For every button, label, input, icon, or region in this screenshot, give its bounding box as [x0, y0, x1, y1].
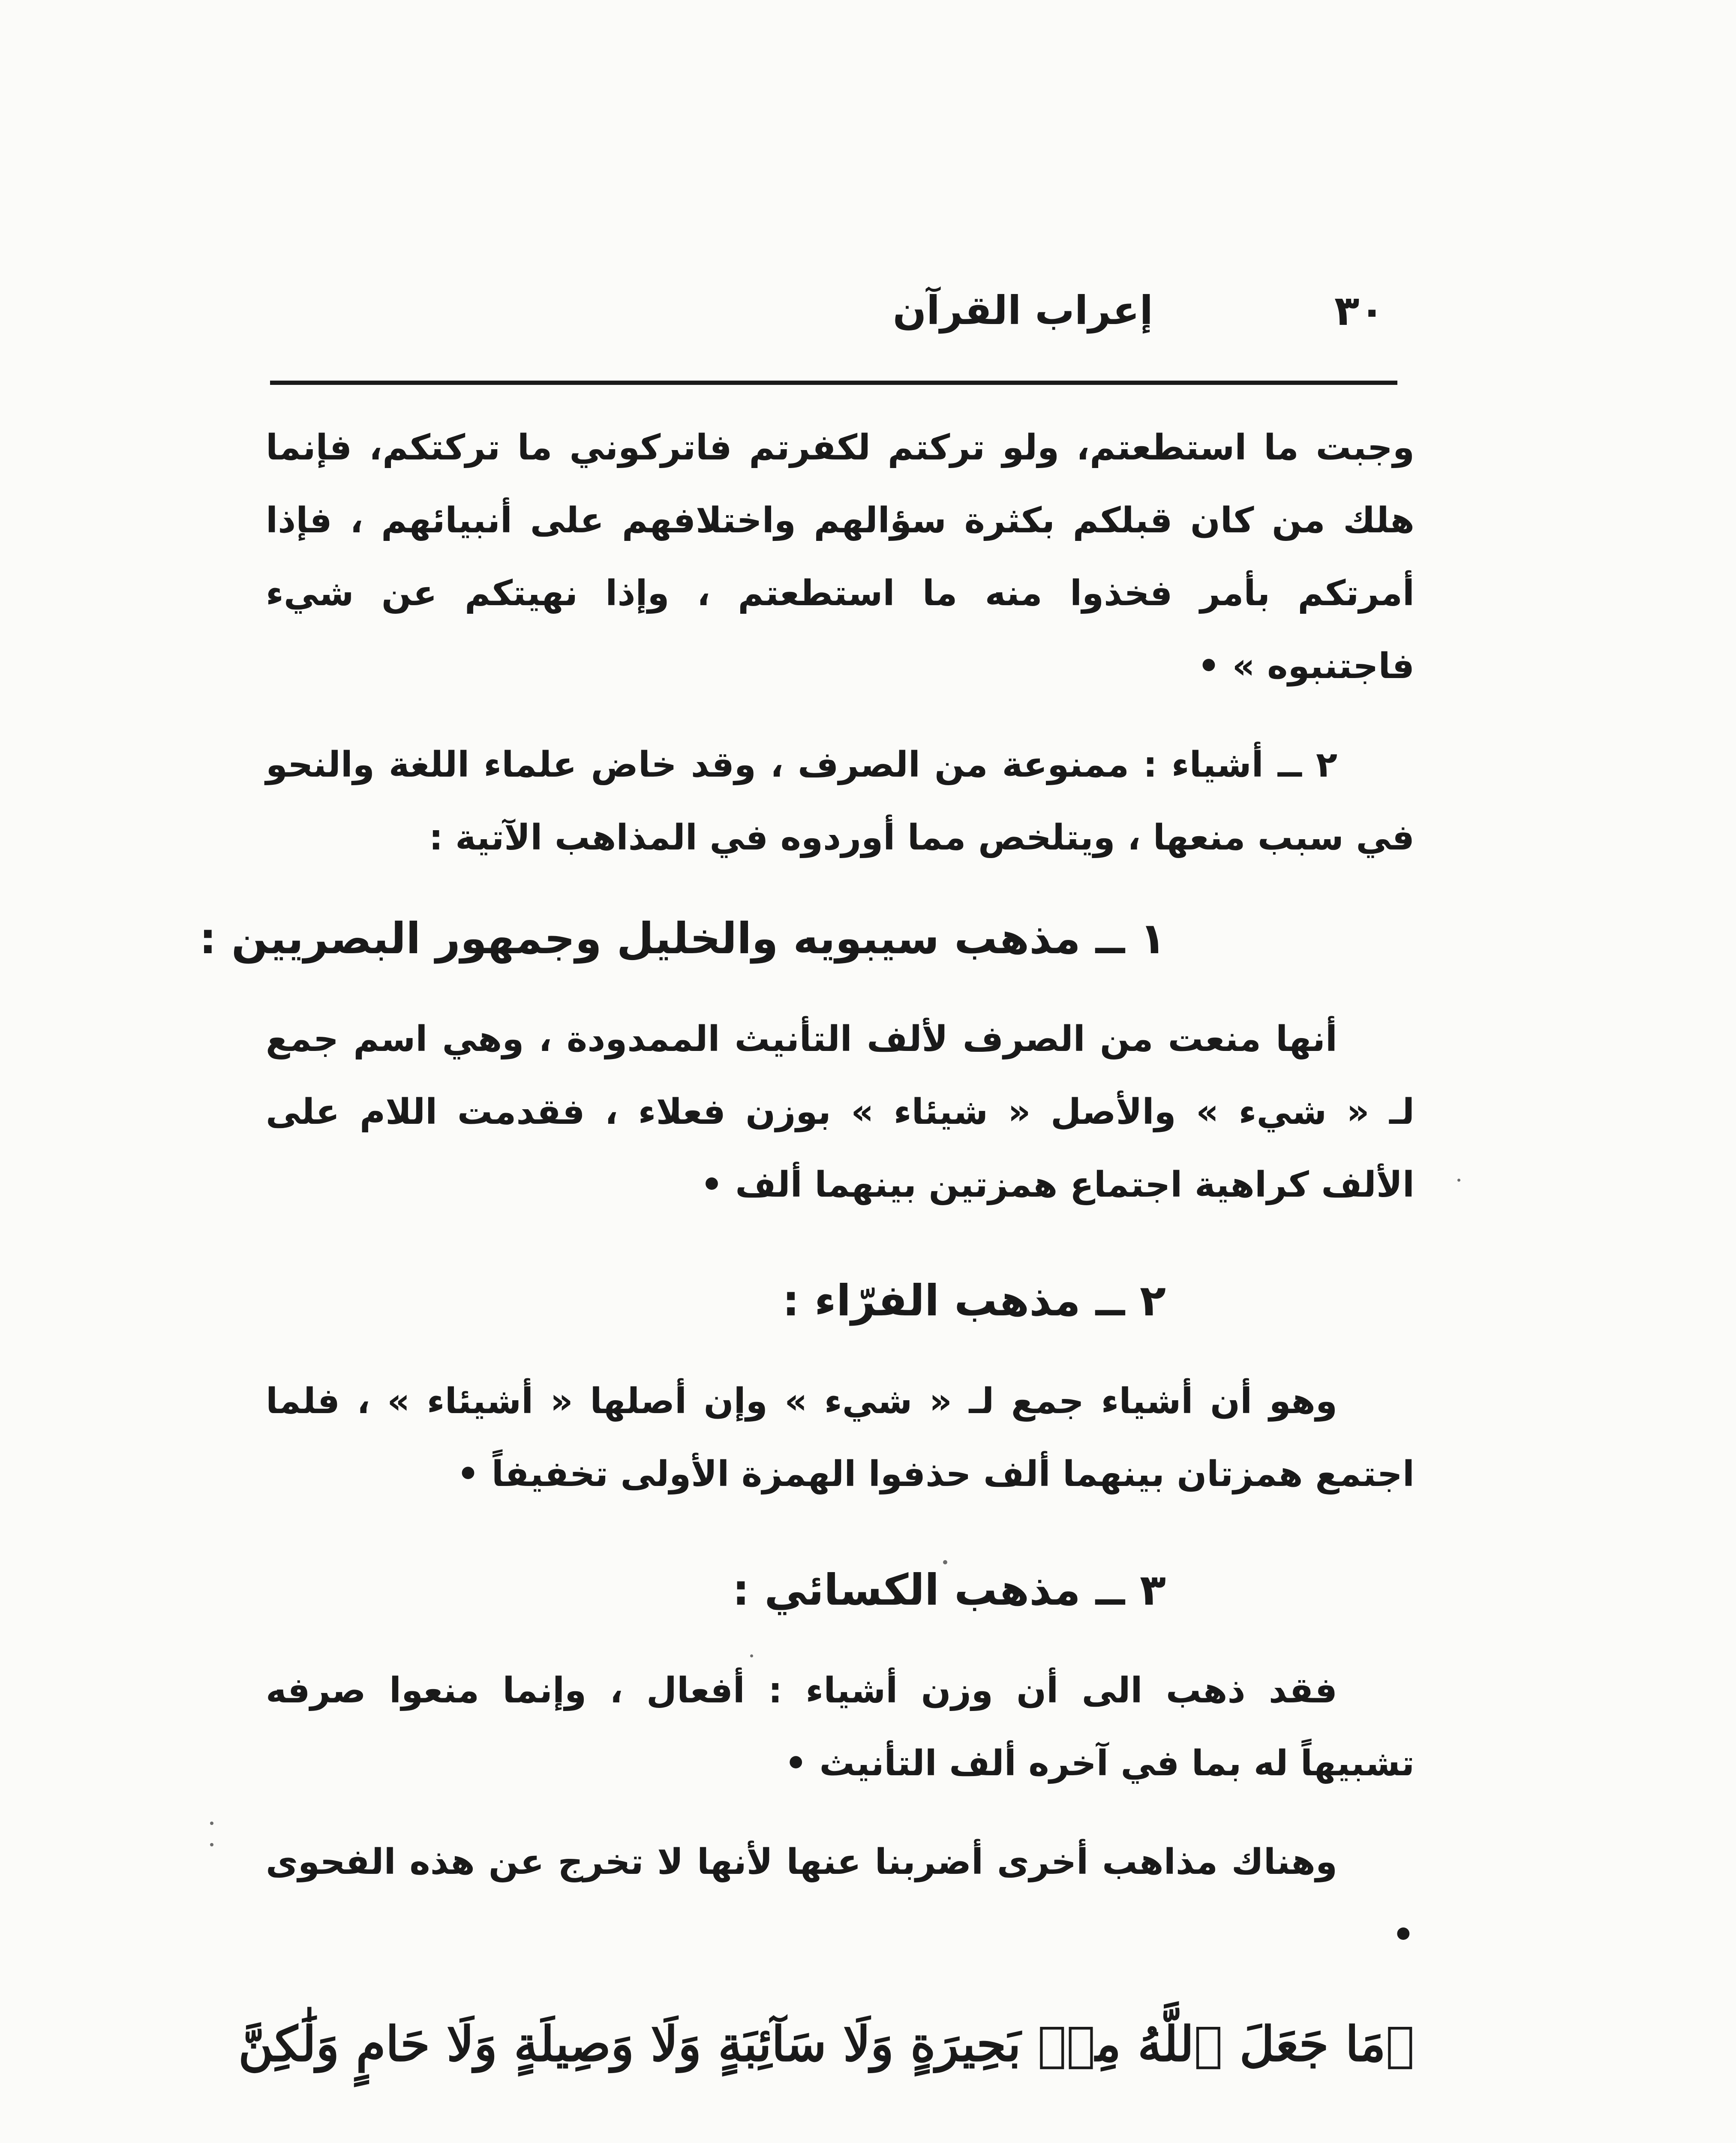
- scan-speck: [1457, 1179, 1460, 1182]
- scan-speck: [943, 1560, 947, 1564]
- header-rule: [270, 381, 1397, 385]
- paragraph-sibawayh: أنها منعت من الصرف لألف التأنيث الممدودة ، وهي اسم جمع لـ « شيء » والأصل « شيئاء » بوزن فعلاء ، فقدمت اللام على الألف كراهية اجتماع همزتين بينهما ألف •: [266, 1019, 1415, 1205]
- page-header: [266, 283, 1402, 347]
- page-number: ٣٠: [1334, 287, 1385, 335]
- page-body: [199, 411, 1415, 2092]
- running-title: إعراب القرآن: [892, 288, 1153, 333]
- paragraph-kisai: فقد ذهب الى أن وزن أشياء : أفعال ، وإنما منعوا صرفه تشبيهاً له بما في آخره ألف التأنيث •: [266, 1670, 1415, 1784]
- scan-speck: [210, 1843, 213, 1846]
- heading-kisai: ٣ ــ مذهب الكسائي :: [732, 1565, 1166, 1615]
- heading-farra: ٢ ــ مذهب الفرّاء :: [782, 1276, 1166, 1326]
- quran-verse: ﴿مَا جَعَلَ ٱللَّهُ مِنۢ بَحِيرَةٍ وَلَا سَآئِبَةٍ وَلَا وَصِيلَةٍ وَلَا حَامٍ وَلَٰكِنَّ: [238, 2016, 1415, 2072]
- paragraph-ashya-intro: ٢ ــ أشياء : ممنوعة من الصرف ، وقد خاض علماء اللغة والنحو في سبب منعها ، ويتلخص مما أوردوه في المذاهب الآتية :: [266, 744, 1415, 858]
- scan-speck: [210, 1822, 213, 1825]
- paragraph-hadith-end: وجبت ما استطعتم، ولو تركتم لكفرتم فاتركوني ما تركتكم، فإنما هلك من كان قبلكم بكثرة سؤالهم واختلافهم على أنبيائهم ، فإذا أمرتكم بأمر فخذوا منه ما استطعتم ، وإذا نهيتكم عن شيء فاجتنبوه » •: [266, 427, 1415, 687]
- heading-sibawayh: ١ ــ مذهب سيبويه والخليل وجمهور البصريين :: [199, 913, 1166, 963]
- scan-speck: [750, 1654, 753, 1657]
- paragraph-other-schools: وهناك مذاهب أخرى أضربنا عنها لأنها لا تخرج عن هذه الفحوى •: [266, 1842, 1415, 1955]
- paragraph-farra: وهو أن أشياء جمع لـ « شيء » وإن أصلها « أشيئاء » ، فلما اجتمع همزتان بينهما ألف حذفوا الهمزة الأولى تخفيفاً •: [266, 1381, 1415, 1495]
